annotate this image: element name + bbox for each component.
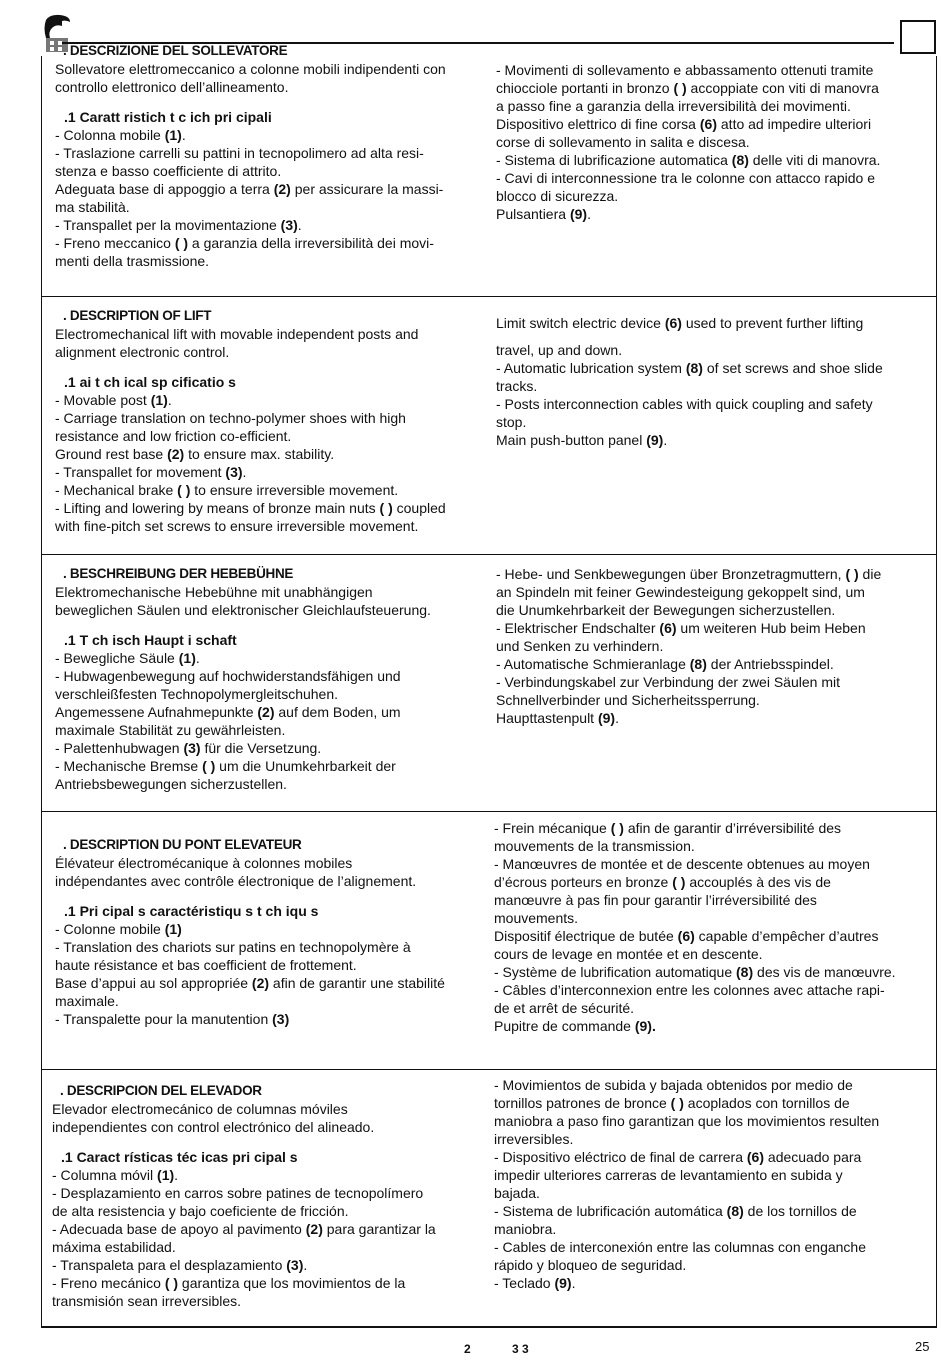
item-reference: (6) [746,1149,765,1165]
body-line: - Desplazamiento en carros sobre patines de tecnopolímero [52,1185,424,1201]
item-reference: (8) [731,152,749,168]
section-left-column [55,565,431,793]
item-reference: (9) [569,206,588,222]
item-reference: (6) [664,315,682,331]
subsection-heading: .1 T ch isch Haupt i schaft [64,632,237,648]
item-reference: (2) [167,446,185,462]
item-reference: (6) [699,116,717,132]
body-line: - Hubwagenbewegung auf hochwiderstandsfähigen und [55,668,401,684]
paragraph-gap [55,96,446,108]
body-line: - Câbles d’interconnexion entre les colonnes avec attache rapi- [494,982,885,998]
body-line: - Cavi di interconnessione tra le colonne con attacco rapido e [496,170,875,186]
body-line: - Frein mécanique ( ) afin de garantir d’irréversibilité des [494,820,842,836]
body-line: - Automatische Schmieranlage (8) der Antriebsspindel. [496,656,834,672]
item-reference: ( ) [672,874,686,890]
body-line: travel, up and down. [496,342,623,358]
body-line: maniobra a paso fino garantizan que los movimientos resulten [494,1113,880,1129]
body-line: blocco di sicurezza. [496,188,619,204]
body-line: de alta resistencia y bajo coeficiente de fricción. [52,1203,349,1219]
body-line: Main push-button panel (9). [496,432,668,448]
item-reference: (9) [646,432,664,448]
section-left-column [55,42,446,270]
body-line: mouvements de la transmission. [494,838,695,854]
body-line: - Dispositivo eléctrico de final de carrera (6) adecuado para [494,1149,862,1165]
body-line: a passo fine a garanzia della irreversibilità dei movimenti. [496,98,851,114]
item-reference: (8) [736,964,754,980]
body-line: tornillos patrones de bronce ( ) acoplados con tornillos de [494,1095,850,1111]
body-line: Pulsantiera (9). [496,206,591,222]
body-line: - Movable post (1). [55,392,172,408]
body-line: - Colonna mobile (1). [55,127,186,143]
body-line: resistance and low friction co-efficient. [55,428,292,444]
body-line: Dispositivo elettrico di fine corsa (6) atto ad impedire ulteriori [496,116,872,132]
item-reference: ( ) [673,80,687,96]
item-reference: ( ) [670,1095,684,1111]
section-heading: . DESCRIPTION DU PONT ELEVATEUR [63,837,302,852]
body-line: - Translation des chariots sur patins en technopolymère à [55,939,411,955]
item-reference: ( ) [610,820,624,836]
body-line: mouvements. [494,910,579,926]
body-line: - Hebe- und Senkbewegungen über Bronzetragmuttern, ( ) die [496,566,882,582]
body-line: - Manœuvres de montée et de descente obtenues au moyen [494,856,870,872]
body-line: alignment electronic control. [55,344,230,360]
body-line: und Senken zu verhindern. [496,638,664,654]
body-line: maximale. [55,993,119,1009]
body-line: Limit switch electric device (6) used to prevent further lifting [496,315,864,331]
body-line: - Elektrischer Endschalter (6) um weiteren Hub beim Heben [496,620,866,636]
body-line: - Lifting and lowering by means of bronze main nuts ( ) coupled [55,500,446,516]
section-heading: . DESCRIPTION OF LIFT [63,308,212,323]
body-line: - Mechanische Bremse ( ) um die Unumkehrbarkeit der [55,758,396,774]
section-body [52,1100,436,1310]
section-heading: . BESCHREIBUNG DER HEBEBÜHNE [63,566,294,581]
body-line: cours de levage en montée et en descente. [494,946,763,962]
body-line: maximale Stabilität zu gewährleisten. [55,722,286,738]
section-right-column [496,565,881,727]
item-reference: ( ) [177,482,191,498]
section-left-column [55,307,446,535]
paragraph-gap [55,361,446,373]
body-line: chiocciole portanti in bronzo ( ) accoppiate con viti di manovra [496,80,879,96]
body-line: - Sistema di lubrificazione automatica (8) delle viti di manovra. [496,152,881,168]
body-line: - Freno meccanico ( ) a garanzia della irreversibilità dei movi- [55,235,434,251]
body-line: Base d’appui au sol appropriée (2) afin de garantir une stabilité [55,975,445,991]
section-body [55,854,445,1028]
body-line: - Mechanical brake ( ) to ensure irreversible movement. [55,482,399,498]
body-line: rápido y bloqueo de seguridad. [494,1257,687,1273]
body-line: Angemessene Aufnahmepunkte (2) auf dem Boden, um [55,704,401,720]
body-line: Haupttastenpult (9). [496,710,619,726]
item-reference: (3) [183,740,201,756]
body-line: impedir ulteriores carreras de levantamiento en subida y [494,1167,843,1183]
item-reference: ( ) [845,566,859,582]
page-number: 25 [915,1339,930,1354]
section-heading: . DESCRIPCION DEL ELEVADOR [60,1083,262,1098]
body-line: - Transpaleta para el desplazamiento (3). [52,1257,308,1273]
body-line: - Columna móvil (1). [52,1167,179,1183]
body-line: die Unumkehrbarkeit der Bewegungen sicherzustellen. [496,602,836,618]
body-line: beweglichen Säulen und elektronischer Gleichlaufsteuerung. [55,602,431,618]
body-line: Schnellverbinder und Sicherheitssperrung. [496,692,760,708]
header-corner-box [900,20,936,54]
body-line: - Movimenti di sollevamento e abbassamento ottenuti tramite [496,62,874,78]
item-reference: (9) [597,710,616,726]
footer-code: 3 3 [512,1342,529,1356]
item-reference: ( ) [379,500,393,516]
body-line: bajada. [494,1185,540,1201]
body-line: corse di sollevamento in salita e discesa. [496,134,750,150]
item-reference: (3) [272,1011,290,1027]
item-reference: ( ) [174,235,189,251]
body-line: ma stabilità. [55,199,130,215]
body-line: - Système de lubrification automatique (8) des vis de manœuvre. [494,964,896,980]
item-reference: (8) [689,656,707,672]
item-reference: (3) [280,217,298,233]
body-line: - Palettenhubwagen (3) für die Versetzung. [55,740,322,756]
item-reference: (2) [273,181,291,197]
body-line: Dispositif électrique de butée (6) capable d’empêcher d’autres [494,928,879,944]
body-line: - Carriage translation on techno-polymer shoes with high [55,410,406,426]
section-divider [41,811,937,812]
paragraph-gap [496,332,883,341]
body-line: with fine-pitch set screws to ensure irreversible movement. [55,518,419,534]
item-reference: (1) [178,650,196,666]
body-line: - Sistema de lubrificación automática (8) de los tornillos de [494,1203,857,1219]
item-reference: (2) [251,975,270,991]
body-line: máxima estabilidad. [52,1239,176,1255]
item-reference: (2) [305,1221,323,1237]
section-body [55,325,446,535]
body-line: d’écrous porteurs en bronze ( ) accouplés à des vis de [494,874,831,890]
item-reference: (1) [164,127,182,143]
section-right-column [496,61,880,223]
item-reference: (1) [150,392,168,408]
body-line: - Transpalette pour la manutention (3) [55,1011,290,1027]
section-divider [41,1069,937,1070]
section-right-column [494,1076,879,1292]
section-right-column [494,819,896,1035]
body-line: haute résistance et bas coefficient de frottement. [55,957,357,973]
body-line: Sollevatore elettromeccanico a colonne mobili indipendenti con [55,61,446,77]
paragraph-gap [55,619,431,631]
body-line: Élévateur électromécanique à colonnes mobiles [55,855,353,871]
body-line: Ground rest base (2) to ensure max. stability. [55,446,335,462]
item-reference: (1) [164,921,182,937]
item-reference: (9) [554,1275,572,1291]
item-reference: (1) [157,1167,175,1183]
body-line: stenza e basso coefficiente di attrito. [55,163,282,179]
body-line: irreversibles. [494,1131,574,1147]
body-line: - Posts interconnection cables with quick coupling and safety [496,396,873,412]
subsection-heading: .1 Caract rísticas téc icas pri cipal s [61,1149,298,1165]
subsection-heading: .1 ai t ch ical sp cificatio s [64,374,236,390]
section-divider [41,296,937,297]
footer-code: 2 [464,1342,471,1356]
body-line: - Freno mecánico ( ) garantiza que los movimientos de la [52,1275,406,1291]
body-line: - Colonne mobile (1) [55,921,182,937]
body-line: maniobra. [494,1221,557,1237]
body-line: - Automatic lubrication system (8) of set screws and shoe slide [496,360,883,376]
body-line: Antriebsbewegungen sicherzustellen. [55,776,287,792]
body-line: Adeguata base di appoggio a terra (2) per assicurare la massi- [55,181,444,197]
section-heading: . DESCRIZIONE DEL SOLLEVATORE [63,43,288,58]
body-line: verschleißfesten Technopolymergleitschuhen. [55,686,339,702]
body-line: manœuvre à pas fin pour garantir l’irréversibilité des [494,892,817,908]
paragraph-gap [55,890,445,902]
body-line: menti della trasmissione. [55,253,210,269]
item-reference: (3) [225,464,243,480]
body-line: - Teclado (9). [494,1275,576,1291]
subsection-heading: .1 Caratt ristich t c ich pri cipali [64,109,272,125]
body-line: - Movimientos de subida y bajada obtenidos por medio de [494,1077,853,1093]
item-reference: (6) [677,928,695,944]
item-reference: (6) [659,620,677,636]
body-line: - Adecuada base de apoyo al pavimento (2) para garantizar la [52,1221,436,1237]
body-line: Electromechanical lift with movable independent posts and [55,326,419,342]
body-line: - Transpallet per la movimentazione (3). [55,217,302,233]
section-left-column [55,836,445,1028]
item-reference: (2) [257,704,275,720]
body-line: - Bewegliche Säule (1). [55,650,200,666]
body-line: Elektromechanische Hebebühne mit unabhängigen [55,584,373,600]
item-reference: (8) [726,1203,744,1219]
body-line: - Cables de interconexión entre las columnas con enganche [494,1239,867,1255]
body-line: independientes con control electrónico del alineado. [52,1119,375,1135]
body-line: an Spindeln mit feiner Gewindesteigung gekoppelt sind, um [496,584,865,600]
item-reference: ( ) [202,758,216,774]
body-line: stop. [496,414,527,430]
body-line: indépendantes avec contrôle électronique de l’alignement. [55,873,417,889]
section-body [55,583,431,793]
item-reference: (3) [286,1257,304,1273]
body-line: - Traslazione carrelli su pattini in tecnopolimero ad alta resi- [55,145,424,161]
body-line: Elevador electromecánico de columnas móviles [52,1101,348,1117]
body-line: tracks. [496,378,538,394]
body-line: Pupitre de commande (9). [494,1018,656,1034]
item-reference: (8) [685,360,703,376]
body-line: - Verbindungskabel zur Verbindung der zwei Säulen mit [496,674,840,690]
body-line: - Transpallet for movement (3). [55,464,247,480]
section-divider [41,554,937,555]
body-line: transmisión sean irreversibles. [52,1293,242,1309]
item-reference: ( ) [164,1275,179,1291]
body-line: controllo elettronico dell’allineamento. [55,79,289,95]
section-body [55,60,446,270]
item-reference: (9). [634,1018,656,1034]
section-right-column [496,314,883,449]
section-left-column [52,1082,436,1310]
paragraph-gap [52,1136,436,1148]
body-line: de et arrêt de sécurité. [494,1000,635,1016]
subsection-heading: .1 Pri cipal s caractéristiqu s t ch iqu s [64,903,319,919]
